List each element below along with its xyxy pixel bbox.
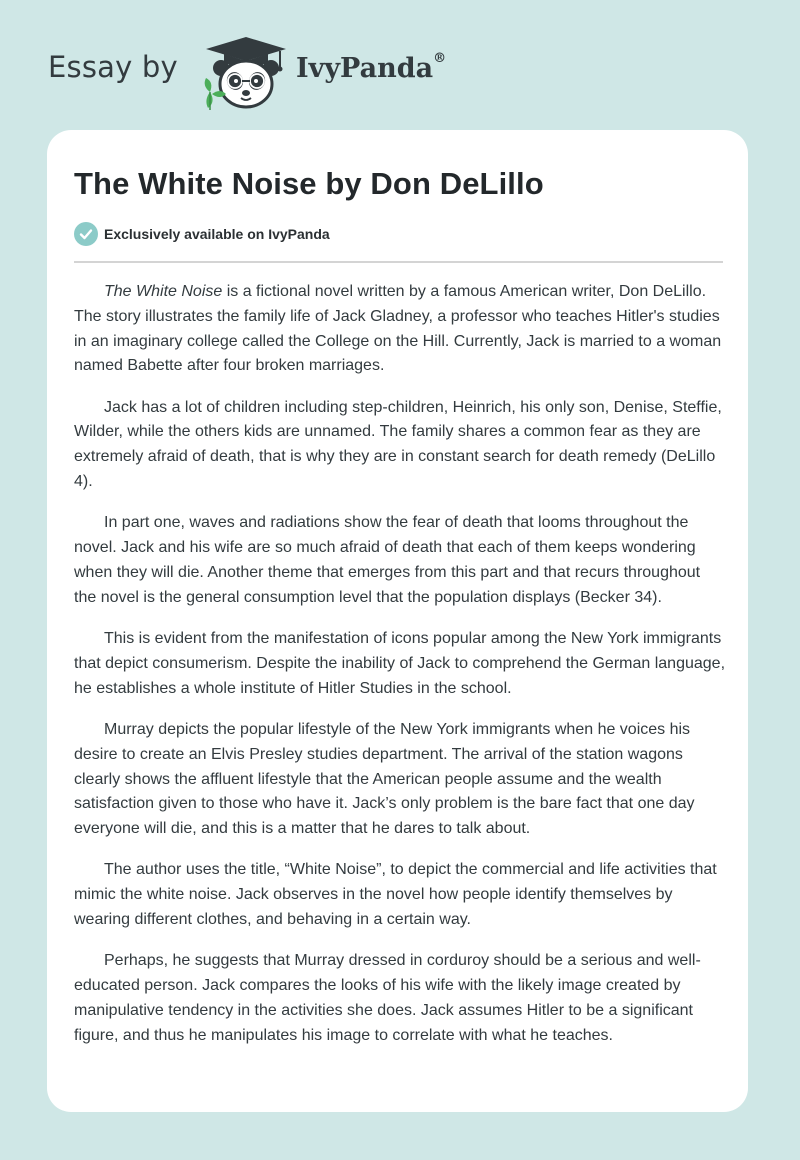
paragraph: The White Noise is a fictional novel written by a famous American writer, Don DeLillo. The story illustrates the family life of Jack Gladney, a professor who teaches Hitler's studies in an imaginary college called the College on the Hill. Currently, Jack is married to a woman named Babette after four broken marriages. <box>74 283 722 375</box>
paragraph: In part one, waves and radiations show the fear of death that looms throughout the novel. Jack and his wife are so much afraid of death that each of them keeps wondering when they will die. Another theme that emerges from this part and that recurs throughout the novel is the general consumption level that the population displays (Becker 34). <box>74 514 701 606</box>
check-circle-icon <box>74 222 98 246</box>
brand-name[interactable]: IvyPanda® <box>296 51 447 84</box>
page-title: The White Noise by Don DeLillo <box>74 166 544 201</box>
book-title-italic: The White Noise <box>104 283 223 300</box>
badge-label: Exclusively available on IvyPanda <box>104 226 330 242</box>
paragraph: The author uses the title, “White Noise”, to depict the commercial and life activities that mimic the white noise. Jack observes in the novel how people identify themselves by wearing different clothes, and behaving in a certain way. <box>74 861 717 929</box>
paragraph: Perhaps, he suggests that Murray dressed in corduroy should be a serious and well-educated person. Jack compares the looks of his wife with the likely image created by manipulative tendency in the activities she does. Jack assumes Hitler to be a significant figure, and thus he manipulates his image to correlate with what he teaches. <box>74 952 701 1044</box>
paragraph: Murray depicts the popular lifestyle of the New York immigrants when he voices his desire to create an Elvis Presley studies department. The arrival of the station wagons clearly shows the affluent lifestyle that the American people assume and the wealth satisfaction given to those who have it. Jack’s only problem is the bare fact that one day everyone will die, and this is a matter that he dares to talk about. <box>74 720 695 838</box>
essay-body <box>74 280 725 1065</box>
paragraph: Jack has a lot of children including step-children, Heinrich, his only son, Denise, Steffie, Wilder, while the others kids are unnamed. The family shares a common fear as they are extremely afraid of death, that is why they are in constant search for death remedy (DeLillo 4). <box>74 398 722 491</box>
divider <box>74 261 723 263</box>
essay-card <box>47 130 748 1112</box>
paragraph: This is evident from the manifestation of icons popular among the New York immigrants that depict consumerism. Despite the inability of Jack to comprehend the German language, he establishes a whole institute of Hitler Studies in the school. <box>74 630 726 697</box>
exclusive-badge <box>74 222 330 246</box>
essay-by-label: Essay by <box>48 50 178 84</box>
site-header <box>48 28 768 118</box>
panda-graduate-icon[interactable] <box>200 34 292 112</box>
